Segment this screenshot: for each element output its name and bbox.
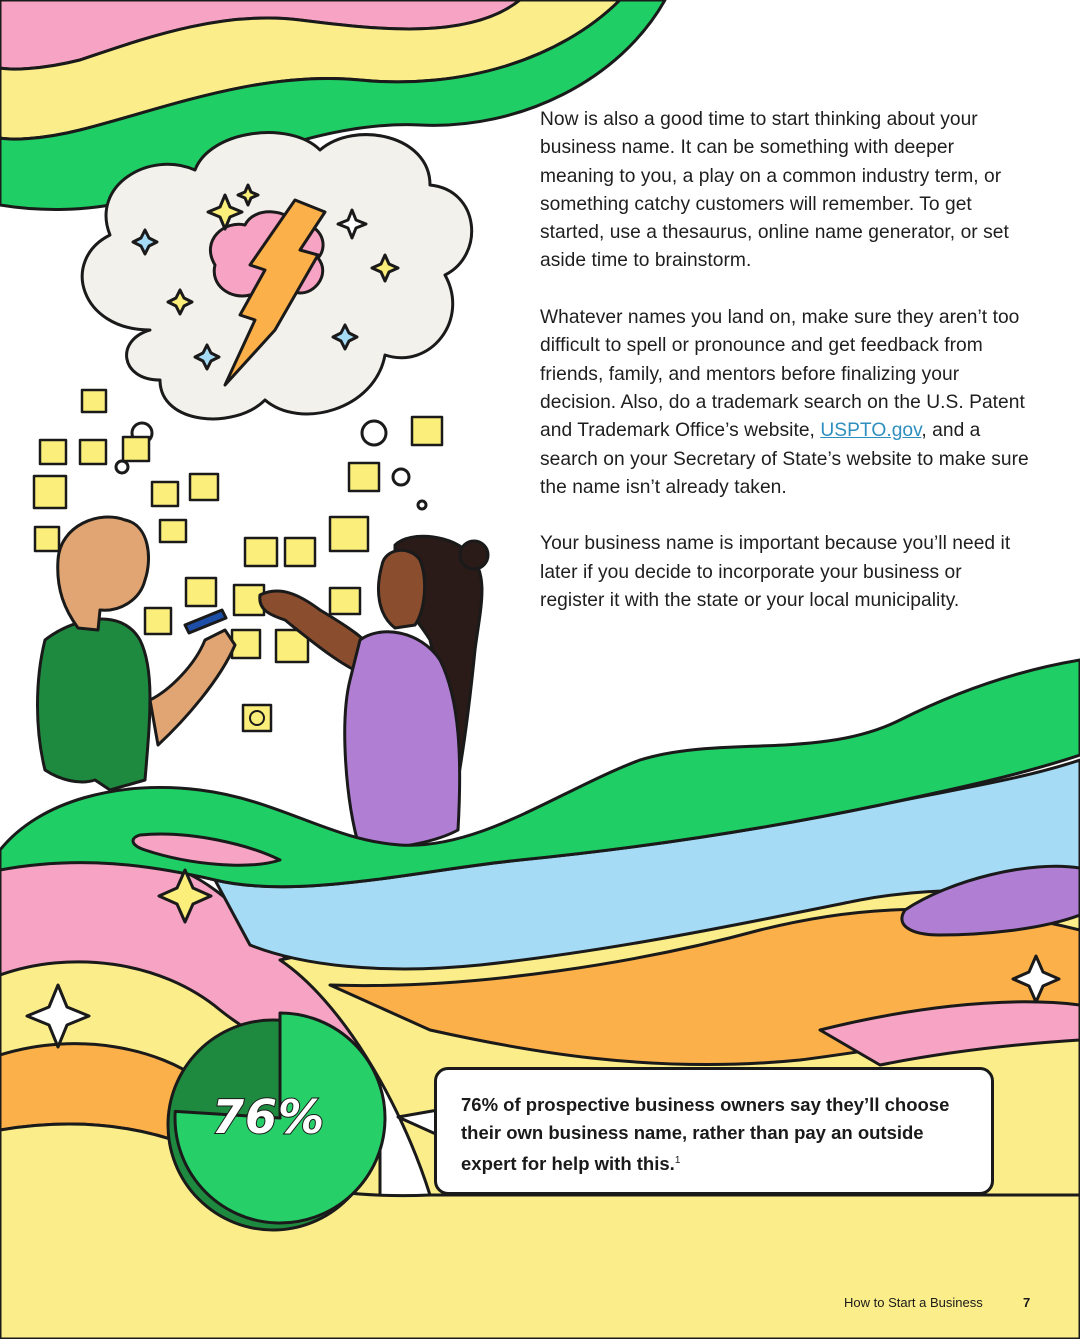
man-head [58, 517, 149, 630]
woman-face [378, 550, 424, 628]
woman-bun [460, 541, 488, 569]
paragraph-3: Your business name is important because you’ll need it later if you decide to incorporate your business or register it with the state or your local municipality. [540, 533, 1011, 612]
thought-bubble [393, 469, 409, 485]
stat-value: 76% [212, 1090, 326, 1144]
marker [185, 610, 226, 633]
paragraph-2 [540, 304, 1030, 502]
paragraph-1: Now is also a good time to start thinking about your business name. It can be something with deeper meaning to you, a play on a common industry term, or something catchy customers will remember. To get started, use a thesaurus, online name generator, or set aside time to brainstorm. [540, 109, 1009, 272]
smiley-icon [250, 711, 264, 725]
footer-title: How to Start a Business [844, 1295, 983, 1310]
page-number: 7 [1023, 1295, 1031, 1310]
thought-bubble [418, 501, 426, 509]
man-shirt [38, 619, 151, 790]
stat-callout-text [461, 1091, 981, 1178]
thought-bubble [116, 461, 128, 473]
callout-sentence: 76% of prospective business owners say they’ll choose their own business name, rather than pay an outside expert for help with this. [461, 1094, 950, 1175]
man-arm [150, 630, 235, 745]
thought-bubble [362, 421, 386, 445]
paragraph-2-text-b: , and a search on your Secretary of State’s website to make sure the name isn’t already taken. [540, 420, 1029, 498]
uspto-link[interactable]: USPTO.gov [820, 420, 922, 442]
woman-shirt [345, 632, 460, 850]
article-body [540, 106, 1030, 644]
paragraph-2-text-a: Whatever names you land on, make sure they aren’t too difficult to spell or pronounce and get feedback from friends, family, and mentors before finalizing your decision. Also, do a trademark search on the U.S. Patent and Trademark Office’s website, [540, 307, 1025, 442]
footnote-marker: 1 [674, 1155, 681, 1166]
